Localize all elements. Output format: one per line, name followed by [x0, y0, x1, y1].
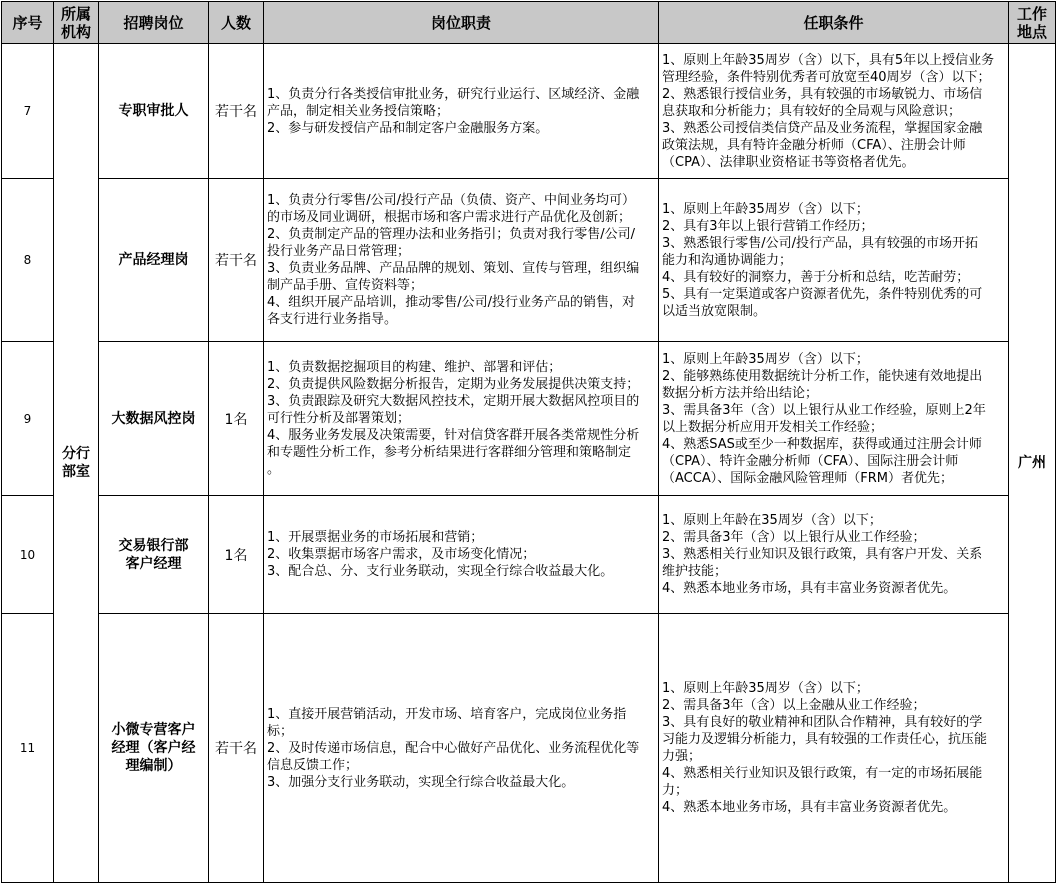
row-index-cell: 8 — [2, 179, 54, 342]
duties-cell — [264, 614, 659, 883]
table-row — [2, 342, 1056, 496]
row-index-cell: 11 — [2, 614, 54, 883]
requirement-line: （CPA）、特许金融分析师（CFA）、国际注册会计师 — [662, 453, 959, 469]
requirement-line: 2、熟悉银行授信业务，具有较强的市场敏锐力、市场信 — [662, 86, 983, 102]
position-cell — [99, 44, 209, 179]
requirements-cell — [659, 614, 1009, 883]
requirements-cell — [659, 496, 1009, 614]
requirement-line: 4、熟悉相关行业知识及银行政策，有一定的市场拓展能 — [662, 766, 983, 781]
requirement-line: 力； — [662, 783, 689, 798]
duty-line: 1、直接开展营销活动，开发市场、培育客户，完成岗位业务指 — [267, 706, 627, 722]
position-line: 交易银行部 — [118, 537, 189, 554]
requirement-line: 管理经验，条件特别优秀者可放宽至40周岁（含）以下； — [662, 69, 991, 85]
requirement-line: 1、原则上年龄35周岁（含）以下，具有5年以上授信业务 — [662, 52, 995, 68]
table-row — [2, 496, 1056, 614]
header-org-line: 所属 — [60, 4, 91, 23]
requirement-line: 3、熟悉银行零售/公司/投行产品，具有较强的市场开拓 — [662, 235, 979, 251]
requirement-line: 维护技能； — [662, 564, 728, 579]
position-line: 理编制） — [125, 758, 182, 774]
requirement-line: 以上数据分析应用开发相关工作经验； — [662, 419, 884, 435]
requirement-line: 1、原则上年龄35周岁（含）以下； — [662, 681, 869, 696]
requirement-line: 3、具有良好的敬业精神和团队合作精神，具有较好的学 — [662, 715, 983, 730]
position-line: 大数据风控岗 — [111, 410, 196, 427]
requirement-line: 2、能够熟练使用数据统计分析工作，能快速有效地提出 — [662, 368, 983, 384]
count-cell: 若干名 — [209, 179, 264, 342]
requirement-line: 2、需具备3年（含）以上金融从业工作经验； — [662, 698, 926, 713]
requirement-line: 息获取和分析能力；具有较好的全局观与风险意识； — [662, 103, 962, 119]
duty-line: 。 — [267, 462, 281, 477]
table-row — [2, 179, 1056, 342]
header-row — [2, 2, 1056, 44]
position-cell — [99, 614, 209, 883]
header-position: 招聘岗位 — [99, 2, 209, 44]
duty-line: 3、负责跟踪及研究大数据风控技术，定期开展大数据风控项目的 — [267, 394, 640, 409]
requirement-line: 4、熟悉本地业务市场，具有丰富业务资源者优先。 — [662, 800, 957, 815]
org-line: 分行 — [62, 446, 90, 462]
requirement-line: （CPA）、法律职业资格证书等资格者优先。 — [662, 154, 915, 170]
requirements-cell — [659, 44, 1009, 179]
requirement-line: 1、原则上年龄35周岁（含）以下； — [662, 201, 869, 217]
requirement-line: 5、具有一定渠道或客户资源者优先，条件特别优秀的可 — [662, 286, 983, 302]
count-cell: 1名 — [209, 342, 264, 496]
duty-line: 1、开展票据业务的市场拓展和营销； — [267, 530, 484, 545]
duty-line: 4、组织开展产品培训，推动零售/公司/投行业务产品的销售，对 — [267, 295, 636, 310]
duty-line: 2、负责制定产品的管理办法和业务指引；负责对我行零售/公司/ — [267, 227, 636, 242]
duty-line: 标； — [267, 723, 294, 739]
requirement-line: （ACCA）、国际金融风险管理师（FRM）者优先； — [662, 470, 953, 486]
requirement-line: 3、熟悉相关行业知识及银行政策，具有客户开发、关系 — [662, 547, 983, 562]
duty-line: 投行业务产品日常管理； — [267, 244, 411, 259]
duty-line: 3、负责业务品牌、产品品牌的规划、策划、宣传与管理，组织编 — [267, 261, 640, 276]
count-cell: 若干名 — [209, 44, 264, 179]
duties-cell — [264, 179, 659, 342]
header-location-line: 地点 — [1016, 22, 1047, 41]
header-org-line: 机构 — [60, 22, 91, 41]
requirement-line: 习能力及逻辑分析能力，具有较强的工作责任心，抗压能 — [662, 732, 988, 747]
requirement-line: 4、熟悉SAS或至少一种数据库，获得或通过注册会计师 — [662, 436, 982, 452]
requirement-line: 2、需具备3年（含）以上银行从业工作经验； — [662, 530, 926, 545]
header-index: 序号 — [2, 2, 54, 44]
duty-line: 各支行进行业务指导。 — [267, 312, 398, 327]
duties-cell — [264, 44, 659, 179]
duty-line: 信息反馈工作； — [267, 757, 359, 773]
duty-line: 1、负责分行零售/公司/投行产品（负债、资产、中间业务均可） — [267, 193, 636, 208]
org-cell — [54, 44, 99, 883]
duty-line: 2、参与研发授信产品和制定客户金融服务方案。 — [267, 120, 549, 136]
duty-line: 2、收集票据市场客户需求，及市场变化情况； — [267, 547, 536, 562]
duty-line: 3、配合总、分、支行业务联动，实现全行综合收益最大化。 — [267, 564, 614, 579]
location-cell: 广州 — [1009, 44, 1056, 883]
requirements-cell — [659, 179, 1009, 342]
header-duties: 岗位职责 — [264, 2, 659, 44]
header-location-line: 工作 — [1016, 4, 1047, 23]
org-line: 部室 — [62, 464, 90, 480]
duty-line: 制产品手册、宣传资料等； — [267, 278, 424, 293]
duty-line: 和专题性分析工作，参考分析结果进行客群细分管理和策略制定 — [267, 445, 632, 460]
requirement-line: 以适当放宽限制。 — [662, 303, 767, 319]
duty-line: 2、及时传递市场信息，配合中心做好产品优化、业务流程优化等 — [267, 740, 640, 756]
duty-line: 的市场及同业调研，根据市场和客户需求进行产品优化及创新； — [267, 210, 632, 225]
header-location — [1009, 2, 1056, 44]
requirement-line: 1、原则上年龄在35周岁（含）以下； — [662, 513, 882, 528]
requirements-cell — [659, 342, 1009, 496]
position-cell — [99, 496, 209, 614]
requirement-line: 数据分析方法并给出结论； — [662, 385, 819, 401]
requirement-line: 3、熟悉公司授信类信贷产品及业务流程，掌握国家金融 — [662, 120, 983, 136]
requirement-line: 4、熟悉本地业务市场，具有丰富业务资源者优先。 — [662, 581, 957, 596]
requirement-line: 3、需具备3年（含）以上银行从业工作经验，原则上2年 — [662, 402, 986, 418]
position-cell — [99, 342, 209, 496]
duty-line: 3、加强分支行业务联动，实现全行综合收益最大化。 — [267, 774, 575, 790]
requirement-line: 2、具有3年以上银行营销工作经历； — [662, 218, 874, 234]
count-cell: 1名 — [209, 496, 264, 614]
duty-line: 可行性分析及部署策划； — [267, 411, 411, 426]
duty-line: 2、负责提供风险数据分析报告，定期为业务发展提供决策支持； — [267, 377, 640, 392]
position-line: 客户经理 — [125, 555, 182, 572]
row-index-cell: 7 — [2, 44, 54, 179]
table-row — [2, 44, 1056, 179]
duty-line: 1、负责数据挖掘项目的构建、维护、部署和评估； — [267, 360, 562, 375]
duties-cell — [264, 342, 659, 496]
count-cell: 若干名 — [209, 614, 264, 883]
requirement-line: 能力和沟通协调能力； — [662, 252, 793, 268]
position-line: 小微专营客户 — [111, 722, 196, 738]
requirement-line: 4、具有较好的洞察力，善于分析和总结，吃苦耐劳； — [662, 269, 970, 285]
requirement-line: 政策法规，具有特许金融分析师（CFA）、注册会计师 — [662, 137, 966, 153]
requirement-line: 力强； — [662, 749, 702, 764]
position-cell — [99, 179, 209, 342]
duty-line: 1、负责分行各类授信审批业务，研究行业运行、区域经济、金融 — [267, 86, 640, 102]
recruitment-table — [1, 1, 1056, 883]
row-index-cell: 9 — [2, 342, 54, 496]
table-row — [2, 614, 1056, 883]
duty-line: 4、服务业务发展及决策需要，针对信贷客群开展各类常规性分析 — [267, 428, 640, 443]
duty-line: 产品，制定相关业务授信策略； — [267, 103, 450, 119]
position-line: 经理（客户经 — [111, 740, 196, 756]
duties-cell — [264, 496, 659, 614]
position-line: 专职审批人 — [118, 103, 189, 119]
row-index-cell: 10 — [2, 496, 54, 614]
position-line: 产品经理岗 — [118, 252, 189, 268]
header-requirements: 任职条件 — [659, 2, 1009, 44]
header-org — [54, 2, 99, 44]
header-count: 人数 — [209, 2, 264, 44]
requirement-line: 1、原则上年龄35周岁（含）以下； — [662, 351, 869, 367]
